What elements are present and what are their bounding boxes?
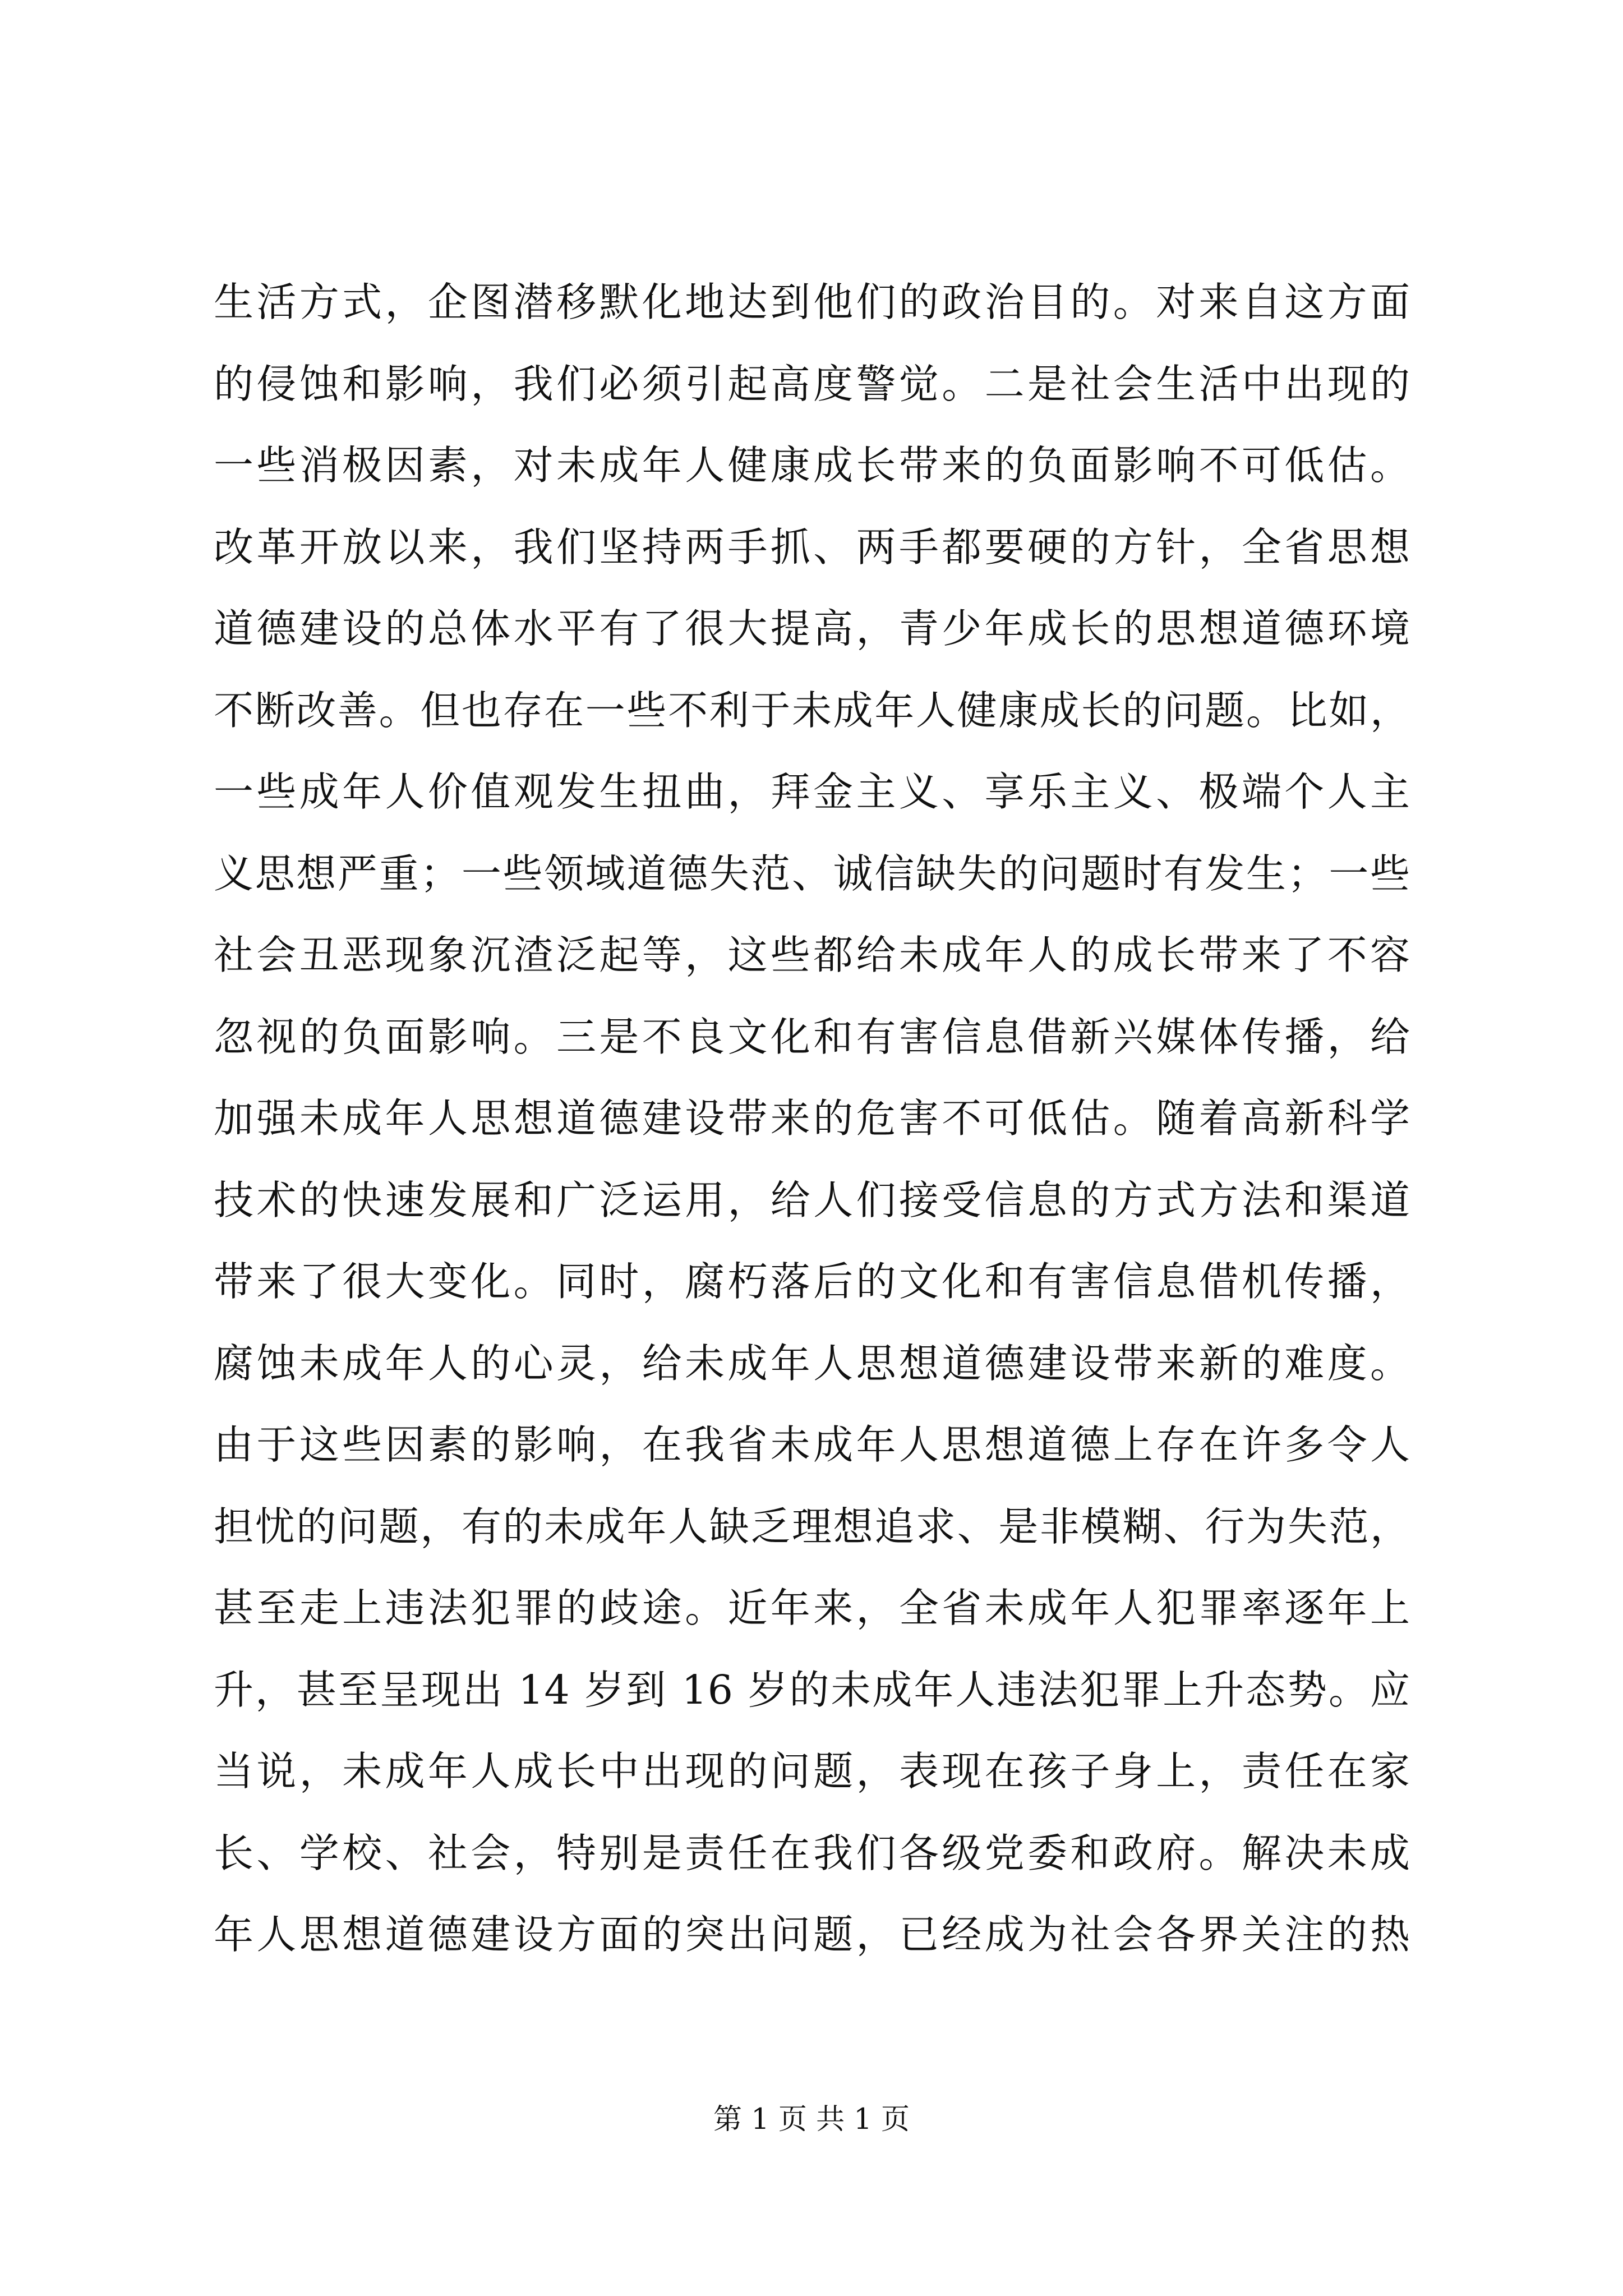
- text-line: 带来了很大变化。同时，腐朽落后的文化和有害信息借机传播，: [214, 1258, 1410, 1305]
- text-line: 改革开放以来，我们坚持两手抓、两手都要硬的方针，全省思想: [214, 523, 1410, 570]
- text-line: 由于这些因素的影响，在我省未成年人思想道德上存在许多令人: [214, 1421, 1410, 1468]
- text-line: 一些成年人价值观发生扭曲，拜金主义、享乐主义、极端个人主: [214, 769, 1410, 815]
- text-line: 不断改善。但也存在一些不利于未成年人健康成长的问题。比如，: [214, 687, 1410, 734]
- text-line: 长、学校、社会，特别是责任在我们各级党委和政府。解决未成: [214, 1829, 1410, 1876]
- text-line: 年人思想道德建设方面的突出问题，已经成为社会各界关注的热: [214, 1911, 1410, 1958]
- text-line: 升，甚至呈现出 14 岁到 16 岁的未成年人违法犯罪上升态势。应: [214, 1666, 1410, 1713]
- text-line: 技术的快速发展和广泛运用，给人们接受信息的方式方法和渠道: [214, 1176, 1410, 1223]
- text-line: 忽视的负面影响。三是不良文化和有害信息借新兴媒体传播，给: [214, 1013, 1410, 1060]
- text-line: 加强未成年人思想道德建设带来的危害不可低估。随着高新科学: [214, 1095, 1410, 1142]
- text-line: 社会丑恶现象沉渣泛起等，这些都给未成年人的成长带来了不容: [214, 932, 1410, 978]
- text-line: 义思想严重；一些领域道德失范、诚信缺失的问题时有发生；一些: [214, 850, 1410, 897]
- text-line: 腐蚀未成年人的心灵，给未成年人思想道德建设带来新的难度。: [214, 1340, 1410, 1387]
- text-line: 生活方式，企图潜移默化地达到他们的政治目的。对来自这方面: [214, 279, 1410, 325]
- body-text: [214, 261, 1410, 1976]
- text-line: 当说，未成年人成长中出现的问题，表现在孩子身上，责任在家: [214, 1748, 1410, 1795]
- text-line: 甚至走上违法犯罪的歧途。近年来，全省未成年人犯罪率逐年上: [214, 1585, 1410, 1631]
- text-line: 道德建设的总体水平有了很大提高，青少年成长的思想道德环境: [214, 605, 1410, 652]
- text-line: 担忧的问题，有的未成年人缺乏理想追求、是非模糊、行为失范，: [214, 1503, 1410, 1550]
- text-line: 的侵蚀和影响，我们必须引起高度警觉。二是社会生活中出现的: [214, 360, 1410, 407]
- text-line: 一些消极因素，对未成年人健康成长带来的负面影响不可低估。: [214, 442, 1410, 489]
- page-number-label: 第 1 页 共 1 页: [713, 2103, 910, 2136]
- page-footer: [0, 2100, 1623, 2139]
